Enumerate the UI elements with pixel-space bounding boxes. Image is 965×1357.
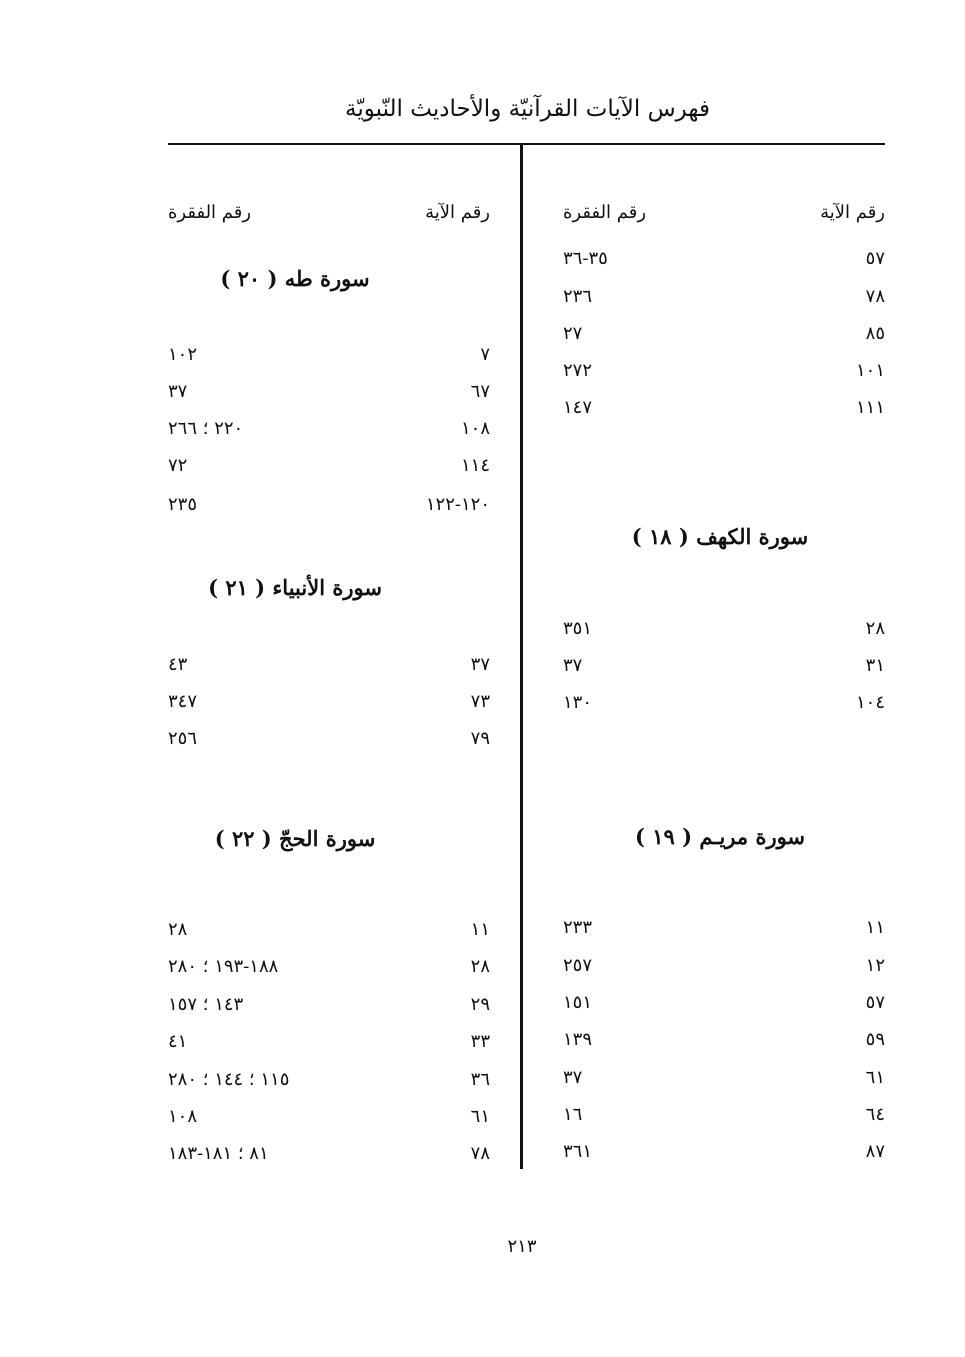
row-ayah: ٧٣ bbox=[470, 691, 490, 712]
row-paragraph: ٨١ ؛ ١٨١-١٨٣ bbox=[168, 1143, 269, 1164]
row-paragraph: ١٣٩ bbox=[563, 1029, 593, 1050]
row-ayah: ٦٧ bbox=[470, 381, 490, 402]
right-ayah-header: رقم الآية bbox=[820, 202, 885, 223]
surah-title-anbiya: سورة الأنبياء ( ٢١ ) bbox=[208, 575, 382, 600]
row-paragraph: ٢٥٧ bbox=[563, 955, 593, 976]
row-ayah: ١٢ bbox=[865, 955, 885, 976]
row-paragraph: ٢٣٣ bbox=[563, 917, 593, 938]
row-paragraph: ٢٥٦ bbox=[168, 728, 198, 749]
surah-title-kahf: سورة الكهف ( ١٨ ) bbox=[631, 524, 809, 549]
left-ayah-header: رقم الآية bbox=[425, 202, 490, 223]
row-paragraph: ١٨٨-١٩٣ ؛ ٢٨٠ bbox=[168, 956, 279, 977]
row-paragraph: ١٤٣ ؛ ١٥٧ bbox=[168, 994, 244, 1015]
row-paragraph: ٢٨ bbox=[168, 919, 188, 940]
row-ayah: ٧٨ bbox=[865, 286, 885, 307]
row-paragraph: ١٠٨ bbox=[168, 1106, 198, 1127]
row-ayah: ١٠٤ bbox=[855, 692, 885, 713]
row-ayah: ١١١ bbox=[855, 397, 885, 418]
row-ayah: ٧٨ bbox=[470, 1143, 490, 1164]
row-ayah: ١٢٠-١٢٢ bbox=[425, 494, 490, 515]
row-ayah: ٧ bbox=[480, 344, 490, 365]
column-divider bbox=[520, 144, 523, 1169]
row-paragraph: ١٦ bbox=[563, 1104, 583, 1125]
row-paragraph: ٢٧ bbox=[563, 323, 583, 344]
row-ayah: ٣١ bbox=[865, 655, 885, 676]
row-ayah: ١١٤ bbox=[460, 455, 490, 476]
page-number: ٢١٣ bbox=[507, 1236, 537, 1257]
row-paragraph: ١٠٢ bbox=[168, 344, 198, 365]
row-paragraph: ٣٥١ bbox=[563, 618, 593, 639]
row-ayah: ١٠٨ bbox=[460, 418, 490, 439]
row-ayah: ٣٣ bbox=[470, 1031, 490, 1052]
row-ayah: ٥٧ bbox=[865, 992, 885, 1013]
header-rule bbox=[168, 143, 885, 145]
row-ayah: ٦١ bbox=[470, 1106, 490, 1127]
surah-title-maryam: سورة مريـم ( ١٩ ) bbox=[634, 824, 806, 849]
row-paragraph: ١٤٧ bbox=[563, 397, 593, 418]
row-ayah: ٦١ bbox=[865, 1067, 885, 1088]
row-ayah: ١١ bbox=[865, 917, 885, 938]
row-ayah: ٢٨ bbox=[470, 956, 490, 977]
row-ayah: ٣٧ bbox=[470, 654, 490, 675]
row-ayah: ٨٧ bbox=[865, 1141, 885, 1162]
row-paragraph: ١٣٠ bbox=[563, 692, 593, 713]
row-paragraph: ٣٧ bbox=[563, 1067, 583, 1088]
row-paragraph: ٢٧٢ bbox=[563, 360, 593, 381]
row-ayah: ٦٤ bbox=[865, 1104, 885, 1125]
row-ayah: ١١ bbox=[470, 919, 490, 940]
row-paragraph: ٣٧ bbox=[563, 655, 583, 676]
row-paragraph: ٤٣ bbox=[168, 654, 188, 675]
row-ayah: ٣٦ bbox=[470, 1069, 490, 1090]
row-paragraph: ٣٦١ bbox=[563, 1141, 593, 1162]
right-para-header: رقم الفقرة bbox=[563, 202, 647, 223]
row-paragraph: ٧٢ bbox=[168, 455, 188, 476]
row-paragraph: ٤١ bbox=[168, 1031, 188, 1052]
page-header-title: فهرس الآيات القرآنيّة والأحاديث النّبويّة bbox=[345, 96, 710, 122]
row-ayah: ٢٩ bbox=[470, 994, 490, 1015]
surah-title-hajj: سورة الحجّ ( ٢٢ ) bbox=[214, 826, 376, 851]
row-ayah: ٨٥ bbox=[865, 323, 885, 344]
row-paragraph: ١٥١ bbox=[563, 992, 593, 1013]
row-ayah: ٧٩ bbox=[470, 728, 490, 749]
row-ayah: ٢٨ bbox=[865, 618, 885, 639]
row-paragraph: ١١٥ ؛ ١٤٤ ؛ ٢٨٠ bbox=[168, 1069, 290, 1090]
row-paragraph: ٢٢٠ ؛ ٢٦٦ bbox=[168, 418, 244, 439]
row-ayah: ٥٩ bbox=[865, 1029, 885, 1050]
row-paragraph: ٣٤٧ bbox=[168, 691, 198, 712]
row-paragraph: ٢٣٦ bbox=[563, 286, 593, 307]
row-paragraph: ٣٥-٣٦ bbox=[563, 248, 608, 269]
row-ayah: ٥٧ bbox=[865, 248, 885, 269]
surah-title-taha: سورة طه ( ٢٠ ) bbox=[220, 266, 370, 291]
left-para-header: رقم الفقرة bbox=[168, 202, 252, 223]
row-ayah: ١٠١ bbox=[855, 360, 885, 381]
row-paragraph: ٣٧ bbox=[168, 381, 188, 402]
row-paragraph: ٢٣٥ bbox=[168, 494, 198, 515]
